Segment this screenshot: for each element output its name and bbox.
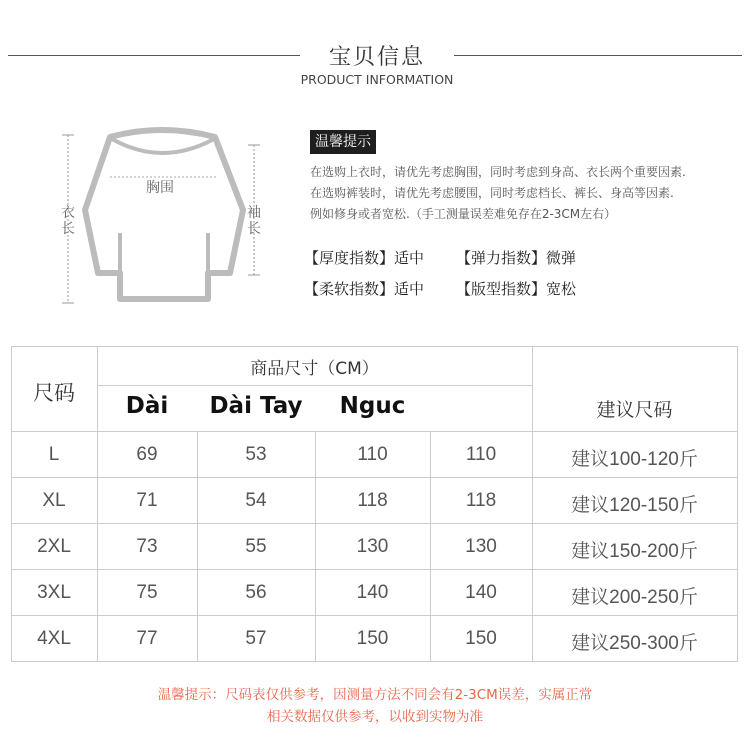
recommend-cell: 建议250-300斤: [571, 633, 698, 654]
spec-fit: 【版型指数】宽松: [456, 280, 577, 298]
length-cell: 69: [136, 444, 158, 465]
tip-line-3: 例如修身或者宽松.（手工测量误差难免存在2-3CM左右）: [310, 207, 617, 221]
recommend-cell: 建议150-200斤: [571, 541, 698, 562]
length-cell: 71: [136, 490, 158, 511]
section-title: 宝贝信息: [328, 45, 425, 70]
length-cell: 73: [136, 536, 158, 557]
sleeve-cell: 57: [245, 628, 267, 649]
sleeve-length-label: 袖长: [247, 205, 261, 237]
value-cell: 110: [465, 444, 497, 465]
size-cell: 4XL: [37, 628, 71, 649]
tip-line-1: 在选购上衣时，请优先考虑胸围，同时考虑到身高、衣长两个重要因素.: [310, 165, 686, 179]
chest-cell: 140: [356, 582, 389, 603]
sleeve-column-header: Dài Tay: [209, 393, 303, 419]
size-cell: XL: [42, 490, 66, 511]
tip-line-2: 在选购裤装时，请优先考虑腰围，同时考虑档长、裤长、身高等因素.: [310, 186, 674, 200]
size-cell: 3XL: [37, 582, 71, 603]
product-size-header: 商品尺寸（CM）: [250, 359, 379, 379]
value-cell: 130: [465, 536, 497, 557]
length-cell: 75: [136, 582, 158, 603]
chest-label: 胸围: [146, 180, 174, 196]
chest-cell: 150: [356, 628, 389, 649]
value-cell: 140: [465, 582, 497, 603]
recommend-cell: 建议200-250斤: [571, 587, 698, 608]
chest-cell: 110: [357, 444, 388, 465]
size-cell: L: [48, 444, 60, 465]
spec-thickness: 【厚度指数】适中: [304, 249, 425, 267]
chest-cell: 130: [356, 536, 389, 557]
sleeve-cell: 55: [245, 536, 267, 557]
value-cell: 118: [465, 490, 497, 511]
section-subtitle: PRODUCT INFORMATION: [300, 72, 454, 87]
sleeve-cell: 56: [245, 582, 267, 603]
sleeve-cell: 53: [245, 444, 267, 465]
header-rule-right: [454, 55, 742, 56]
recommend-cell: 建议120-150斤: [571, 495, 698, 516]
length-label: 衣长: [61, 205, 75, 237]
spec-softness: 【柔软指数】适中: [304, 280, 425, 298]
length-column-header: Dài: [125, 393, 169, 419]
footer-note-1: 温馨提示：尺码表仅供参考，因测量方法不同会有2-3CM误差，实属正常: [157, 687, 593, 703]
chest-cell: 118: [357, 490, 388, 511]
size-cell: 2XL: [37, 536, 71, 557]
sleeve-cell: 54: [245, 490, 267, 511]
header-rule-left: [8, 55, 300, 56]
size-column-header: 尺码: [33, 381, 75, 405]
chest-column-header: Nguc: [339, 393, 406, 419]
recommend-cell: 建议100-120斤: [571, 449, 698, 470]
recommend-column-header: 建议尺码: [596, 399, 673, 421]
garment-measurement-diagram: [40, 115, 290, 315]
value-cell: 150: [465, 628, 497, 649]
spec-elasticity: 【弹力指数】微弹: [456, 249, 577, 267]
tip-badge: 温馨提示: [310, 130, 376, 154]
length-cell: 77: [136, 628, 158, 649]
footer-note-2: 相关数据仅供参考，以收到实物为准: [267, 709, 483, 725]
